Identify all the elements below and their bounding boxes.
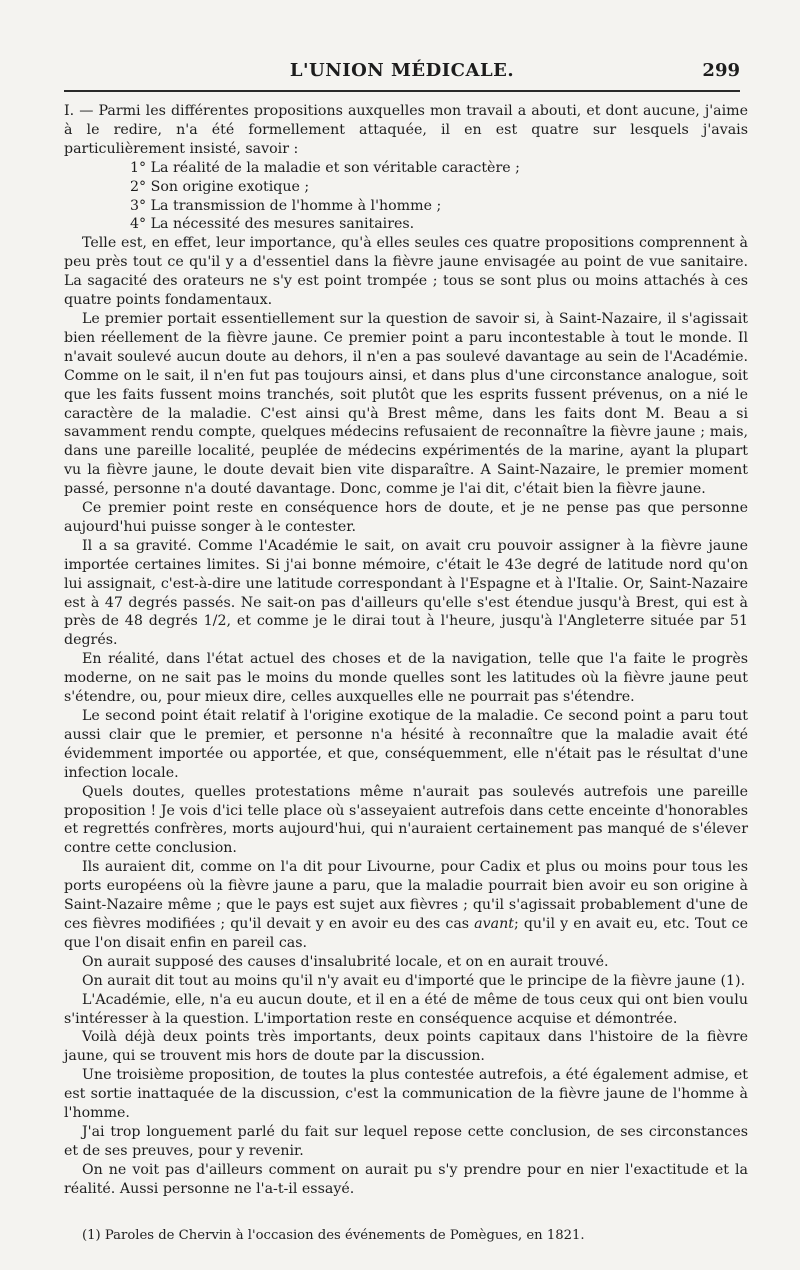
paragraph: J'ai trop longuement parlé du fait sur lequel repose cette conclusion, de ses circonstances et de ses preuves, pour y revenir. <box>64 1123 748 1159</box>
paragraph: En réalité, dans l'état actuel des choses et de la navigation, telle que l'a faite le progrès moderne, on ne sait pas le moins du monde quelles sont les latitudes où la fièvre jaune peut s'étendre, ou, pour mieux dire, celles auxquelles elle ne pourrait pas s'étendre. <box>64 651 748 706</box>
emphasis-text: avant <box>474 915 514 932</box>
paragraph: Voilà déjà deux points très importants, deux points capitaux dans l'histoire de la fièvre jaune, qui se trouvent mis hors de doute par la discussion. <box>64 1029 748 1065</box>
paragraph: On aurait supposé des causes d'insalubrité locale, et on en aurait trouvé. <box>82 953 609 970</box>
list-item: 1° La réalité de la maladie et son véritable caractère ; <box>130 159 520 176</box>
paragraph-text: Ils auraient dit, comme on l'a dit pour Livourne, pour Cadix et plus ou moins pour tous les ports européens où la fièvre jaune a paru, que la maladie pourrait bien avoir eu son origine à Saint-Nazaire même ; que le pays est sujet aux fièvres ; qu'il s'agissait probablement d'une de ces fièvres modifiées ; qu'il devait y en avoir eu des cas <box>64 859 748 932</box>
list-item: 2° Son origine exotique ; <box>130 178 310 195</box>
page-number: 299 <box>702 60 740 81</box>
paragraph <box>64 858 748 953</box>
list-item: 3° La transmission de l'homme à l'homme ; <box>130 197 442 214</box>
footnote: (1) Paroles de Chervin à l'occasion des événements de Pomègues, en 1821. <box>82 1228 585 1243</box>
paragraph: Une troisième proposition, de toutes la plus contestée autrefois, a été également admise, et est sortie inattaquée de la discussion, c'est la communication de la fièvre jaune de l'homme à l'homme. <box>64 1067 748 1122</box>
paragraph: L'Académie, elle, n'a eu aucun doute, et il en a été de même de tous ceux qui ont bien voulu s'intéresser à la question. L'importation reste en conséquence acquise et démontrée. <box>64 991 748 1027</box>
paragraph: Il a sa gravité. Comme l'Académie le sait, on avait cru pouvoir assigner à la fièvre jaune importée certaines limites. Si j'ai bonne mémoire, c'était le 43e degré de latitude nord qu'on lui assignait, c'est-à-dire une latitude correspondant à l'Espagne et à l'Italie. Or, Saint-Nazaire est à 47 degrés passés. Ne sait-on pas d'ailleurs qu'elle s'est étendue jusqu'à Brest, qui est à près de 48 degrés 1/2, et comme je le dirai tout à l'heure, jusqu'à l'Angleterre située par 51 degrés. <box>64 537 748 649</box>
paragraph: Ce premier point reste en conséquence hors de doute, et je ne pense pas que personne aujourd'hui puisse songer à le contester. <box>64 500 748 535</box>
paragraph: I. — Parmi les différentes propositions auxquelles mon travail a abouti, et dont aucune, j'aime à le redire, n'a été formellement attaquée, il en est quatre sur lesquels j'avais particulièrement insisté, savoir : <box>64 103 748 157</box>
paragraph: Quels doutes, quelles protestations même n'aurait pas soulevés autrefois une pareille proposition ! Je vois d'ici telle place où s'asseyaient autrefois dans cette enceinte d'honorables et regrettés confrères, morts aujourd'hui, qui n'auraient certainement pas manqué de s'élever contre cette conclusion. <box>64 783 748 857</box>
paragraph: Le premier portait essentiellement sur la question de savoir si, à Saint-Nazaire, il s'agissait bien réellement de la fièvre jaune. Ce premier point a paru incontestable à tout le monde. Il n'avait soulevé aucun doute au dehors, il n'en a pas soulevé davantage au sein de l'Académie. Comme on le sait, il n'en fut pas toujours ainsi, et dans plus d'une circonstance analogue, soit que les faits fussent moins tranchés, soit plutôt que les esprits fussent prévenus, on a nié le caractère de la maladie. C'est ainsi qu'à Brest même, dans les faits dont M. Beau a si savamment rendu compte, quelques médecins refusaient de reconnaître la fièvre jaune ; mais, dans une pareille localité, peuplée de médecins expérimentés de la marine, ayant la plupart vu la fièvre jaune, le doute devait bien vite disparaître. A Saint-Nazaire, le premier moment passé, personne n'a douté davantage. Donc, comme je l'ai dit, c'était bien la fièvre jaune. <box>64 310 748 498</box>
journal-title: L'UNION MÉDICALE. <box>289 60 515 81</box>
paragraph: Telle est, en effet, leur importance, qu'à elles seules ces quatre propositions comprennent à peu près tout ce qu'il y a d'essentiel dans la fièvre jaune envisagée au point de vue sanitaire. La sagacité des orateurs ne s'y est point trompée ; tous se sont plus ou moins attachés à ces quatre points fondamentaux. <box>64 235 748 309</box>
paragraph: On ne voit pas d'ailleurs comment on aurait pu s'y prendre pour en nier l'exactitude et la réalité. Aussi personne ne l'a-t-il essayé. <box>64 1161 748 1197</box>
page-header <box>64 58 740 88</box>
list-item: 4° La nécessité des mesures sanitaires. <box>130 216 415 233</box>
paragraph-text: ; qu'il y en avait eu, etc. Tout ce que l'on disait enfin en pareil cas. <box>64 915 749 951</box>
header-rule <box>64 90 740 92</box>
paragraph: On aurait dit tout au moins qu'il n'y avait eu d'importé que le principe de la fièvre jaune (1). <box>82 972 746 989</box>
article-body <box>64 102 748 1199</box>
paragraph: Le second point était relatif à l'origine exotique de la maladie. Ce second point a paru tout aussi clair que le premier, et personne n'a hésité à reconnaître que la maladie avait été évidemment importée ou apportée, et que, conséquemment, elle n'était pas le résultat d'une infection locale. <box>64 708 748 781</box>
